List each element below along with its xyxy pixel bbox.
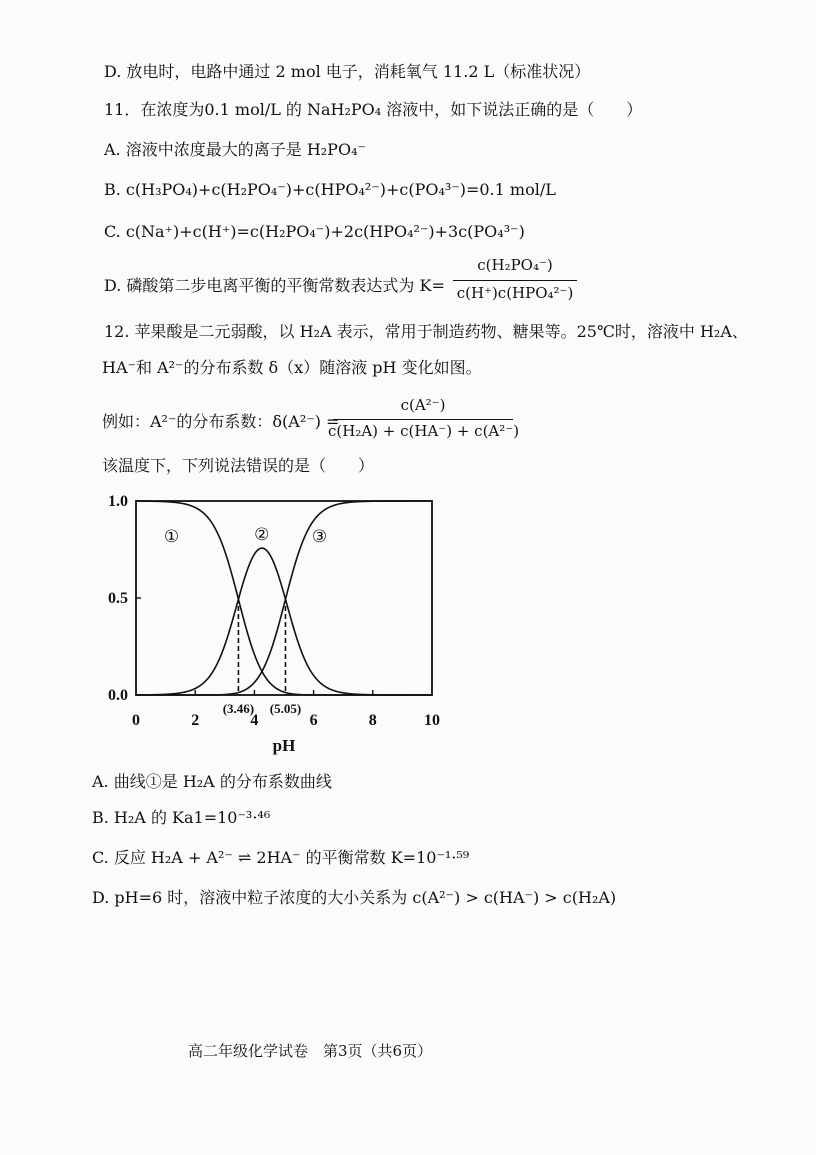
q11-option-c: C. c(Na⁺)+c(H⁺)=c(H₂PO₄⁻)+2c(HPO₄²⁻)+3c(PO₄³⁻) <box>104 222 525 241</box>
q12-option-c: C. 反应 H₂A + A²⁻ ⇌ 2HA⁻ 的平衡常数 K=10⁻¹·⁵⁹ <box>92 848 470 867</box>
plot-frame <box>136 501 432 695</box>
x-axis-label: pH <box>272 736 296 755</box>
q11d-fraction-bar <box>453 280 577 281</box>
q11-option-b: B. c(H₃PO₄)+c(H₂PO₄⁻)+c(HPO₄²⁻)+c(PO₄³⁻)=0.1 mol/L <box>104 180 556 199</box>
example-denominator: c(H₂A) + c(HA⁻) + c(A²⁻) <box>328 422 520 440</box>
q11-stem: 11．在浓度为0.1 mol/L 的 NaH₂PO₄ 溶液中，如下说法正确的是（ ） <box>104 100 643 119</box>
q12-question: 该温度下，下列说法错误的是（ ） <box>102 456 375 475</box>
y-tick-label: 0.5 <box>108 590 128 607</box>
h2a-curve <box>136 501 432 695</box>
q11d-denominator: c(H⁺)c(HPO₄²⁻) <box>456 284 574 302</box>
pka2-annotation: (5.05) <box>269 701 302 716</box>
q11-option-a: A. 溶液中浓度最大的离子是 H₂PO₄⁻ <box>104 140 366 159</box>
q12-stem-line2: HA⁻和 A²⁻的分布系数 δ（x）随溶液 pH 变化如图。 <box>102 358 482 377</box>
series-label-ha: ② <box>254 524 270 544</box>
q12-option-d: D. pH=6 时，溶液中粒子浓度的大小关系为 c(A²⁻) > c(HA⁻) > c(H₂A) <box>92 888 617 907</box>
x-tick-label: 8 <box>368 712 377 729</box>
q12-option-a: A. 曲线①是 H₂A 的分布系数曲线 <box>92 772 332 791</box>
x-tick-label: 4 <box>250 712 259 729</box>
q10-option-d: D. 放电时，电路中通过 2 mol 电子，消耗氧气 11.2 L（标准状况） <box>104 62 591 81</box>
y-tick-label: 1.0 <box>108 493 128 510</box>
x-tick-label: 6 <box>309 712 318 729</box>
distribution-chart <box>0 488 816 758</box>
a2-curve <box>136 501 432 695</box>
x-tick-label: 0 <box>132 712 140 729</box>
example-fraction-bar <box>333 419 513 420</box>
example-numerator: c(A²⁻) <box>400 396 446 414</box>
page-footer: 高二年级化学试卷 第3页（共6页） <box>188 1042 433 1060</box>
series-label-a2: ③ <box>311 526 328 546</box>
x-tick-label: 2 <box>191 712 200 729</box>
example-definition: 例如：A²⁻的分布系数：δ(A²⁻) = <box>102 412 340 431</box>
q12-stem-line1: 12. 苹果酸是二元弱酸，以 H₂A 表示，常用于制造药物、糖果等。25℃时，溶液中 H₂A、 <box>104 322 748 341</box>
q12-option-b: B. H₂A 的 Ka1=10⁻³·⁴⁶ <box>92 808 271 827</box>
series-label-h2a: ① <box>163 526 180 546</box>
y-tick-label: 0.0 <box>108 687 128 704</box>
pka1-annotation: (3.46) <box>222 701 255 716</box>
x-tick-label: 10 <box>424 712 440 729</box>
q11d-numerator: c(H₂PO₄⁻) <box>477 256 553 274</box>
ha-curve <box>136 548 432 695</box>
q11-option-d: D. 磷酸第二步电离平衡的平衡常数表达式为 K= <box>104 276 445 295</box>
